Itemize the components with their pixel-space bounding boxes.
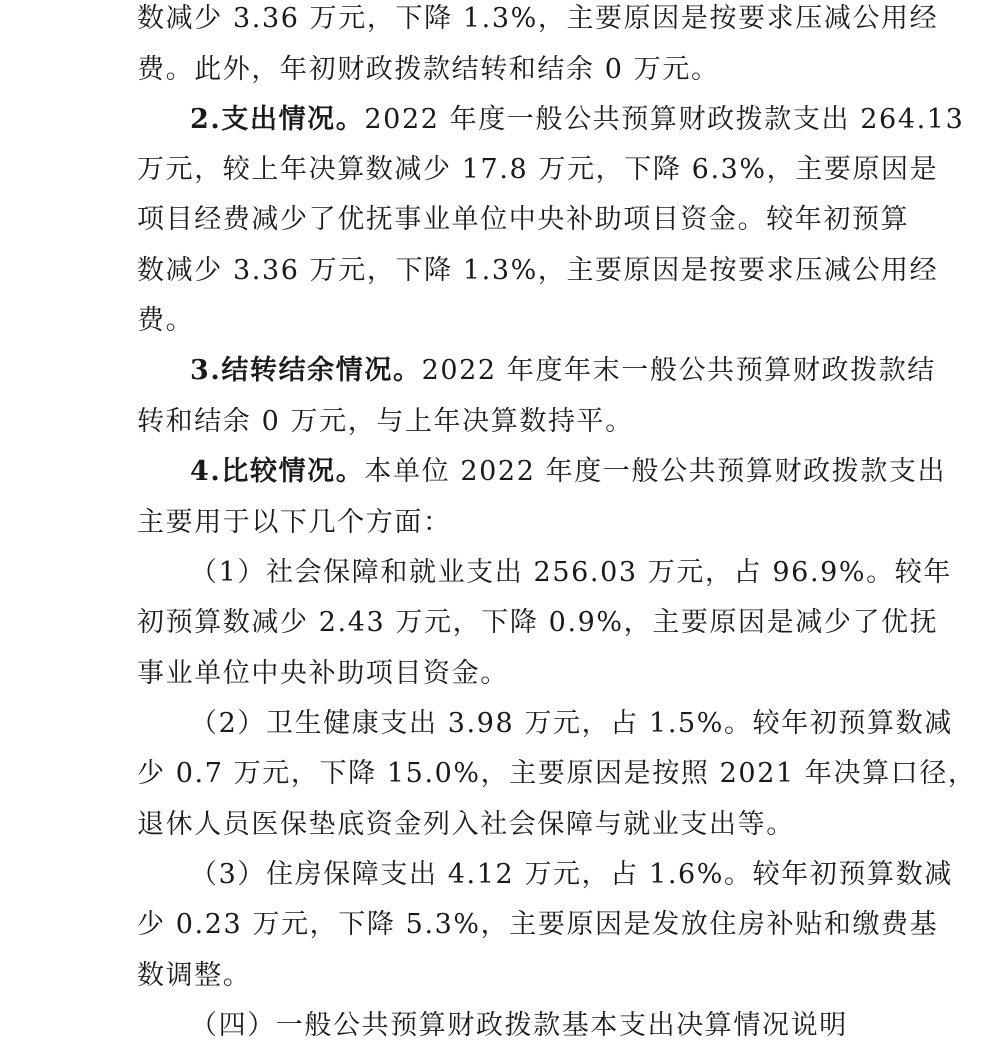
paragraph-text: 2022 年度一般公共预算财政拨款支出 264.13 (364, 104, 965, 135)
paragraph-line: 费。 (137, 305, 195, 336)
paragraph-line: 退休人员医保垫底资金列入社会保障与就业支出等。 (137, 809, 795, 840)
paragraph-line: 数减少 3.36 万元，下降 1.3%，主要原因是按要求压减公用经 (137, 3, 939, 34)
paragraph-line: 少 0.7 万元，下降 15.0%，主要原因是按照 2021 年决算口径， (137, 758, 977, 789)
section-3-heading: 3.结转结余情况。 (190, 355, 422, 386)
paragraph-line: 事业单位中央补助项目资金。 (137, 658, 509, 689)
section-2-heading-line (190, 103, 965, 137)
section-heading-4: （四）一般公共预算财政拨款基本支出决算情况说明 (190, 1010, 848, 1041)
paragraph-line: 转和结余 0 万元，与上年决算数持平。 (137, 406, 634, 437)
paragraph-text: 2022 年度年末一般公共预算财政拨款结 (421, 355, 936, 386)
paragraph-text: 本单位 2022 年度一般公共预算财政拨款支出 (364, 456, 947, 487)
list-item-1-line: （1）社会保障和就业支出 256.03 万元，占 96.9%。较年 (190, 557, 952, 588)
section-4-heading: 4.比较情况。 (190, 456, 365, 487)
paragraph-line: 主要用于以下几个方面： (137, 507, 452, 538)
list-item-2-line: （2）卫生健康支出 3.98 万元，占 1.5%。较年初预算数减 (190, 708, 953, 739)
paragraph-line: 初预算数减少 2.43 万元，下降 0.9%，主要原因是减少了优抚 (137, 607, 939, 638)
section-3-heading-line (190, 354, 936, 388)
paragraph-line: 费。此外，年初财政拨款结转和结余 0 万元。 (137, 54, 720, 85)
section-4-heading-line (190, 455, 947, 489)
section-2-heading: 2.支出情况。 (190, 104, 365, 135)
paragraph-line: 万元，较上年决算数减少 17.8 万元，下降 6.3%，主要原因是 (137, 154, 939, 185)
paragraph-line: 数减少 3.36 万元，下降 1.3%，主要原因是按要求压减公用经 (137, 255, 939, 286)
list-item-3-line: （3）住房保障支出 4.12 万元，占 1.6%。较年初预算数减 (190, 859, 953, 890)
paragraph-line: 项目经费减少了优抚事业单位中央补助项目资金。较年初预算 (137, 204, 910, 235)
paragraph-line: 少 0.23 万元，下降 5.3%，主要原因是发放住房补贴和缴费基 (137, 909, 939, 940)
paragraph-line: 数调整。 (137, 960, 252, 991)
